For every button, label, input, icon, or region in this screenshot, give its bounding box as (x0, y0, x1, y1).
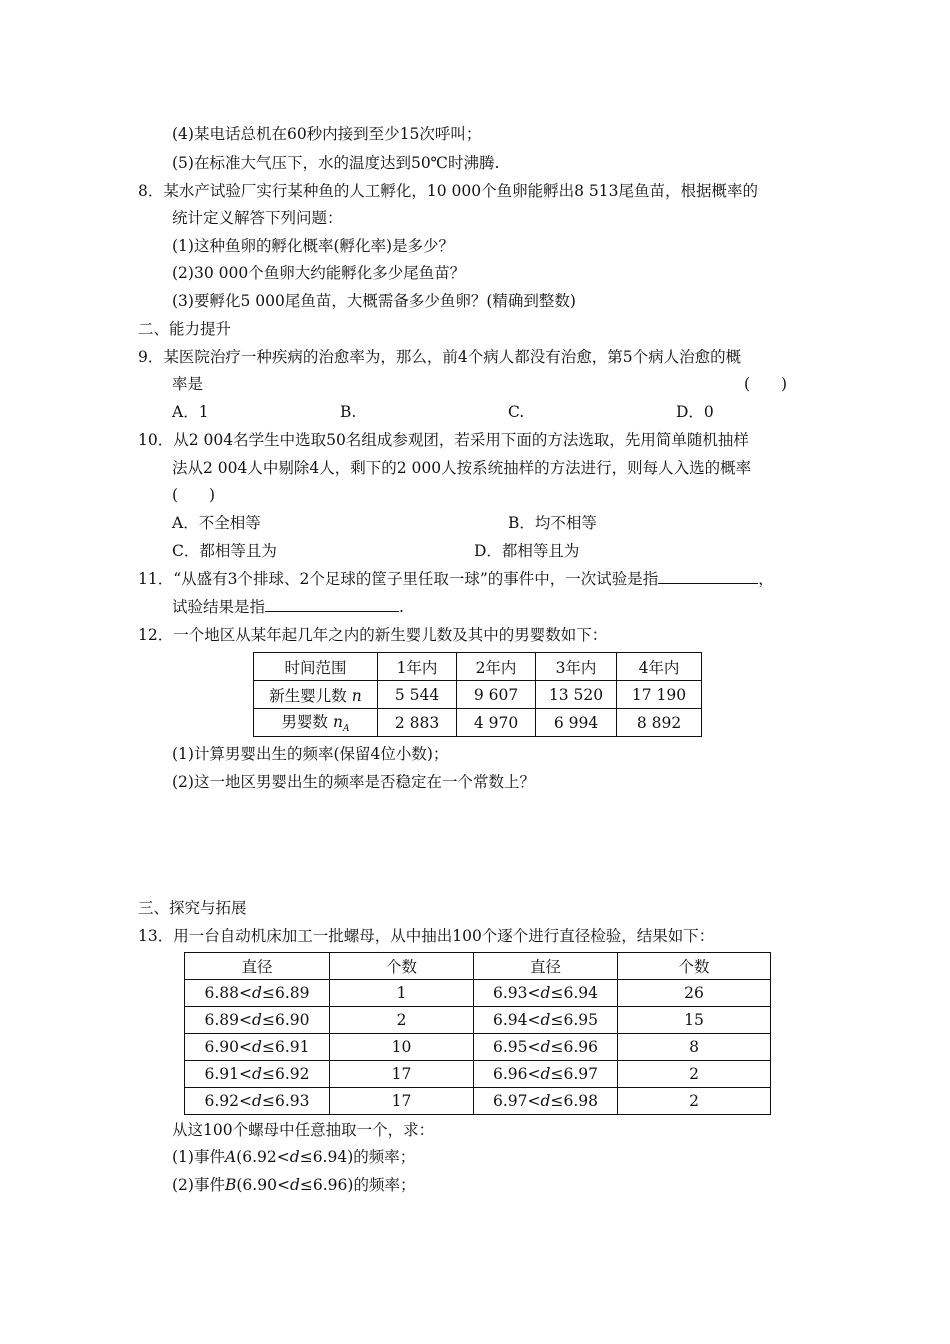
range-low: 6.97 (493, 1092, 528, 1110)
range-low: 6.93 (493, 984, 528, 1002)
lt-sign: < (239, 1092, 253, 1110)
variable-n: n (332, 713, 343, 732)
table-cell: 8 (618, 1034, 771, 1061)
table-cell: 17 190 (617, 681, 702, 709)
q13-item-2-pre: (2)事件 (172, 1176, 225, 1194)
q9-stem-cont: 率是 (172, 375, 204, 393)
le-sign: ≤ (299, 1148, 313, 1166)
q10-option-c: C．都相等且为 (172, 542, 277, 560)
q8-stem-cont: 统计定义解答下列问题： (172, 209, 343, 227)
q11-blank-2[interactable] (265, 597, 399, 612)
table-cell: 15 (618, 1007, 771, 1034)
table-cell (185, 1061, 330, 1088)
table-cell (474, 980, 618, 1007)
row-label: 新生婴儿数 (269, 686, 347, 705)
range-low: 6.92 (242, 1148, 277, 1166)
lt-sign: < (239, 1065, 253, 1083)
lt-sign: < (276, 1176, 290, 1194)
q12-stem: 12．一个地区从某年起几年之内的新生婴儿数及其中的男婴数如下： (138, 626, 608, 644)
lt-sign: < (527, 1092, 541, 1110)
table-cell: 9 607 (457, 681, 536, 709)
table-cell: 4年内 (617, 653, 702, 681)
range-low: 6.96 (493, 1065, 528, 1083)
range-low: 6.92 (204, 1092, 240, 1110)
row-label: 男婴数 (281, 713, 329, 732)
le-sign: ≤ (550, 1065, 564, 1083)
range-high: 6.89 (274, 984, 310, 1002)
range-high: 6.94 (563, 984, 598, 1002)
le-sign: ≤ (261, 1038, 275, 1056)
subscript-a: A (342, 724, 350, 735)
le-sign: ≤ (299, 1176, 313, 1194)
variable-d: d (252, 1065, 262, 1083)
q7-item-5: (5)在标准大气压下，水的温度达到50℃时沸腾. (172, 154, 500, 172)
q9-stem: 9．某医院治疗一种疾病的治愈率为，那么，前4个病人都没有治愈，第5个病人治愈的概 (138, 348, 742, 366)
q11-blank-1[interactable] (658, 569, 758, 584)
table-cell: 直径 (185, 953, 330, 980)
table-cell: 个数 (618, 953, 771, 980)
table-cell (185, 980, 330, 1007)
range-high: 6.95 (563, 1011, 598, 1029)
range-high: 6.90 (274, 1011, 310, 1029)
variable-d: d (289, 1176, 300, 1194)
q12-item-2: (2)这一地区男婴出生的频率是否稳定在一个常数上？ (172, 773, 535, 791)
le-sign: ≤ (261, 1092, 275, 1110)
table-row (185, 953, 771, 980)
range-low: 6.94 (493, 1011, 528, 1029)
table-cell: 时间范围 (254, 653, 378, 681)
table-cell (185, 1034, 330, 1061)
variable-n: n (351, 686, 362, 705)
q10-option-d: D．都相等且为 (474, 542, 580, 560)
range-low: 6.91 (204, 1065, 240, 1083)
table-cell (254, 681, 378, 709)
event-b: B (224, 1176, 237, 1194)
lt-sign: < (527, 1011, 541, 1029)
q11-text-1: 11．“从盛有3个排球、2个足球的筐子里任取一球”的事件中，一次试验是指 (138, 570, 659, 588)
paren-open: ( (236, 1148, 243, 1166)
table-cell (254, 709, 378, 737)
table-cell (474, 1061, 618, 1088)
variable-d: d (252, 984, 262, 1002)
le-sign: ≤ (261, 1065, 275, 1083)
q10-option-a: A．不全相等 (172, 514, 261, 532)
range-high: 6.96 (563, 1038, 598, 1056)
q8-item-3: (3)要孵化5 000尾鱼苗，大概需备多少鱼卵？(精确到整数) (172, 292, 576, 310)
q11-text-3: 试验结果是指 (172, 598, 266, 616)
q11-text-4: . (399, 598, 404, 616)
variable-d: d (252, 1092, 262, 1110)
q10-stem-cont: 法从2 004人中剔除4人，剩下的2 000人按系统抽样的方法进行，则每人入选的概率 (172, 459, 752, 477)
q13-item-1-post: )的频率； (347, 1148, 416, 1166)
q9-answer-paren: ( ) (744, 375, 788, 393)
table-cell: 直径 (474, 953, 618, 980)
table-cell: 2 (618, 1061, 771, 1088)
lt-sign: < (239, 1011, 253, 1029)
range-high: 6.96 (312, 1176, 348, 1194)
range-low: 6.89 (204, 1011, 240, 1029)
lt-sign: < (527, 1065, 541, 1083)
q11-stem-cont (172, 597, 404, 617)
lt-sign: < (239, 984, 253, 1002)
q9-option-b: B. (340, 403, 357, 421)
q7-item-4: (4)某电话总机在60秒内接到至少15次呼叫； (172, 125, 482, 143)
q12-item-1: (1)计算男婴出生的频率(保留4位小数)； (172, 745, 449, 763)
q10-option-b: B．均不相等 (508, 514, 597, 532)
table-cell: 5 544 (378, 681, 457, 709)
variable-d: d (289, 1148, 300, 1166)
q8-item-1: (1)这种鱼卵的孵化概率(孵化率)是多少？ (172, 237, 455, 255)
range-high: 6.98 (563, 1092, 598, 1110)
q9-option-a: A．1 (172, 403, 209, 421)
table-row (185, 1034, 771, 1061)
paren-open: ( (236, 1176, 243, 1194)
table-cell (474, 1007, 618, 1034)
table-cell (185, 1007, 330, 1034)
table-row (254, 709, 702, 737)
table-cell: 17 (330, 1088, 474, 1115)
table-cell: 13 520 (536, 681, 617, 709)
table-row (185, 1088, 771, 1115)
table-cell: 6 994 (536, 709, 617, 737)
table-row (185, 1007, 771, 1034)
range-low: 6.90 (204, 1038, 240, 1056)
table-cell: 个数 (330, 953, 474, 980)
section-heading-3: 三、探究与拓展 (138, 899, 247, 917)
q13-item-1 (172, 1147, 415, 1167)
range-low: 6.90 (242, 1176, 277, 1194)
variable-d: d (540, 1011, 551, 1029)
event-a: A (224, 1148, 237, 1166)
range-high: 6.94 (312, 1148, 348, 1166)
table-cell (185, 1088, 330, 1115)
q10-stem: 10．从2 004名学生中选取50名组成参观团，若采用下面的方法选取，先用简单随机抽样 (138, 431, 749, 449)
table-cell: 10 (330, 1034, 474, 1061)
range-high: 6.97 (563, 1065, 598, 1083)
table-cell: 2 883 (378, 709, 457, 737)
table-row (185, 1061, 771, 1088)
le-sign: ≤ (550, 1038, 564, 1056)
table-cell: 2年内 (457, 653, 536, 681)
table-cell: 8 892 (617, 709, 702, 737)
table-cell: 2 (330, 1007, 474, 1034)
q8-item-2: (2)30 000个鱼卵大约能孵化多少尾鱼苗？ (172, 264, 466, 282)
variable-d: d (540, 984, 551, 1002)
range-high: 6.91 (274, 1038, 310, 1056)
lt-sign: < (527, 1038, 541, 1056)
lt-sign: < (527, 984, 541, 1002)
range-low: 6.95 (493, 1038, 528, 1056)
table-cell: 3年内 (536, 653, 617, 681)
variable-d: d (252, 1011, 262, 1029)
table-cell: 1年内 (378, 653, 457, 681)
q13-stem: 13．用一台自动机床加工一批螺母，从中抽出100个逐个进行直径检验，结果如下： (138, 927, 715, 945)
table-row (254, 681, 702, 709)
le-sign: ≤ (261, 984, 275, 1002)
table-row (185, 980, 771, 1007)
q13-after: 从这100个螺母中任意抽取一个，求： (172, 1121, 435, 1139)
q10-answer-paren: ( ) (172, 486, 216, 504)
q13-table (184, 952, 771, 1115)
lt-sign: < (276, 1148, 290, 1166)
q13-item-2 (172, 1175, 415, 1195)
lt-sign: < (239, 1038, 253, 1056)
q13-item-1-pre: (1)事件 (172, 1148, 225, 1166)
table-cell (474, 1088, 618, 1115)
table-cell: 2 (618, 1088, 771, 1115)
range-low: 6.88 (204, 984, 240, 1002)
range-high: 6.92 (274, 1065, 310, 1083)
q12-table (253, 652, 702, 737)
q13-item-2-post: )的频率； (347, 1176, 416, 1194)
q11-stem (138, 569, 774, 589)
variable-d: d (252, 1038, 262, 1056)
variable-d: d (540, 1038, 551, 1056)
range-high: 6.93 (274, 1092, 310, 1110)
table-cell (474, 1034, 618, 1061)
table-cell: 4 970 (457, 709, 536, 737)
le-sign: ≤ (550, 984, 564, 1002)
q11-text-2: ， (758, 570, 774, 588)
table-cell: 1 (330, 980, 474, 1007)
table-row (254, 653, 702, 681)
q9-option-d: D．0 (676, 403, 714, 421)
table-cell: 26 (618, 980, 771, 1007)
le-sign: ≤ (550, 1011, 564, 1029)
table-cell: 17 (330, 1061, 474, 1088)
q9-option-c: C. (508, 403, 525, 421)
variable-d: d (540, 1065, 551, 1083)
variable-d: d (540, 1092, 551, 1110)
section-heading-2: 二、能力提升 (138, 320, 232, 338)
le-sign: ≤ (550, 1092, 564, 1110)
q8-stem: 8．某水产试验厂实行某种鱼的人工孵化，10 000个鱼卵能孵出8 513尾鱼苗，根据概率的 (138, 182, 758, 200)
le-sign: ≤ (261, 1011, 275, 1029)
